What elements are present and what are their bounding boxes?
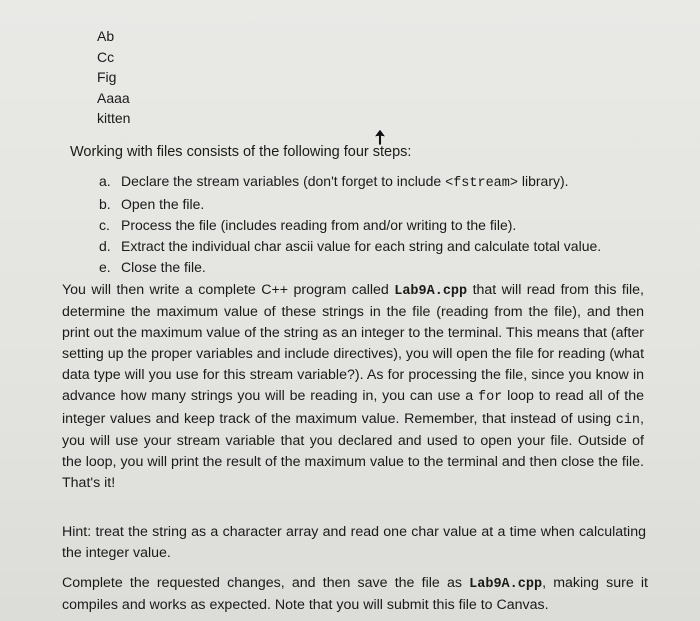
step-text: Extract the individual char ascii value for each string and calculate total value. xyxy=(121,238,602,254)
word-item: Aaaa xyxy=(97,89,130,106)
word-item: kitten xyxy=(97,110,131,126)
step-item xyxy=(99,171,601,194)
fstream-code: <fstream> xyxy=(445,176,518,191)
submission-paragraph: Complete the requested changes, and then save the file as Lab9A.cpp, making sure it compiles and works as expected. Note that you will submit this file to Canvas. xyxy=(62,575,649,614)
step-letter: d. xyxy=(99,238,111,254)
steps-list xyxy=(99,171,601,278)
sample-word-list xyxy=(97,26,130,129)
for-keyword-code: for xyxy=(477,390,503,406)
word-item: Cc xyxy=(97,48,115,65)
word-item: Ab xyxy=(97,28,115,44)
step-text: Declare the stream variables (don't forget to include <fstream> library). xyxy=(121,173,569,191)
filename-code: Lab9A.cpp xyxy=(394,284,468,299)
cin-keyword-code: cin xyxy=(615,412,641,428)
filename-code: Lab9A.cpp xyxy=(469,577,543,592)
step-letter: c. xyxy=(99,217,110,233)
step-text: Close the file. xyxy=(121,259,206,275)
step-letter: e. xyxy=(99,259,111,275)
step-letter: b. xyxy=(99,196,111,212)
step-text: Process the file (includes reading from and/or writing to the file). xyxy=(121,217,517,233)
instructions-paragraph: You will then write a complete C++ program called Lab9A.cpp that will read from this file, determine the maximum value of these strings in the file (reading from the file), and then print out the maximum value of the string as an integer to the terminal. This means that (after setting up the proper variables and include directives), you will open the file for reading (what data type will you use for this stream variable?). As for processing the file, since you know in advance how many strings you will be reading in, you can use a for loop to read all of the integer values and keep track of the maximum value. Remember, that instead of using cin, you will use your stream variable that you declared and used to open your file. Outside of the loop, you will print the result of the maximum value to the terminal and then close the file. That's it! xyxy=(62,282,645,491)
word-item: Fig xyxy=(97,69,117,85)
steps-intro: Working with files consists of the following four steps: xyxy=(70,144,412,160)
step-letter: a. xyxy=(99,173,111,189)
hint-paragraph: Hint: treat the string as a character array and read one char value at a time when calculating the integer value. xyxy=(62,524,646,562)
step-text: Open the file. xyxy=(121,196,205,212)
step-item xyxy=(99,236,601,257)
step-item xyxy=(99,215,601,236)
step-item xyxy=(99,257,601,278)
step-item xyxy=(99,194,601,215)
